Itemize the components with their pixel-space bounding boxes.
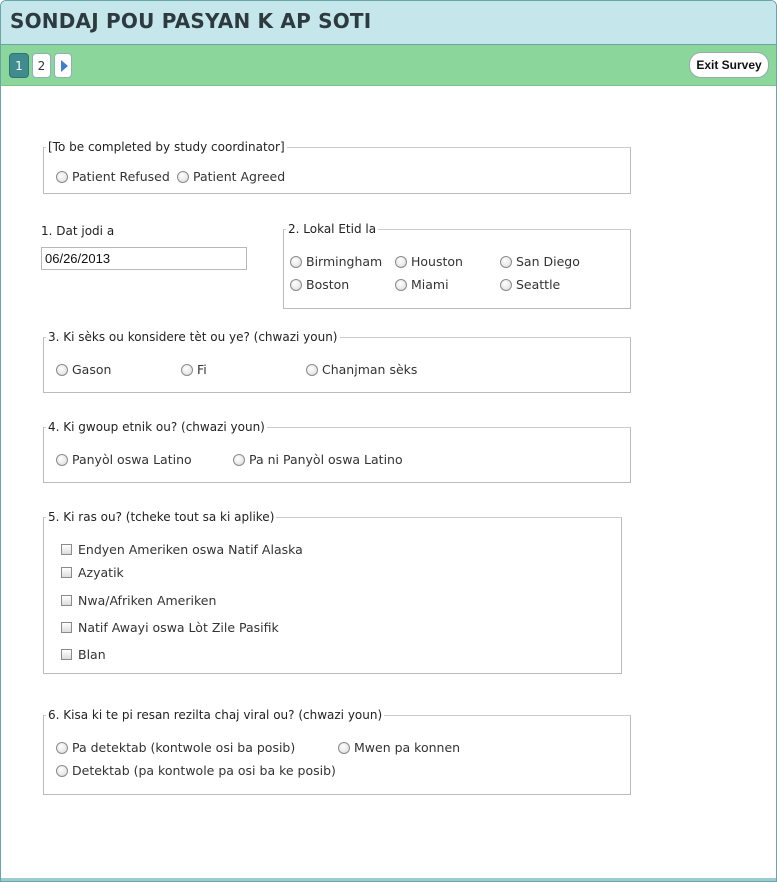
radio-button[interactable] (56, 742, 68, 754)
question-5-fieldset (43, 510, 622, 674)
question-4-legend: 4. Ki gwoup etnik ou? (chwazi youn) (48, 420, 265, 434)
option-pa-ni-panyol[interactable] (233, 452, 403, 467)
option-patient-refused[interactable] (56, 169, 170, 184)
radio-button[interactable] (395, 256, 407, 268)
question-1-label: 1. Dat jodi a (41, 224, 115, 238)
radio-button[interactable] (395, 279, 407, 291)
option-label[interactable]: Patient Agreed (193, 169, 286, 184)
option-label[interactable]: Chanjman sèks (322, 362, 418, 377)
option-birmingham[interactable] (290, 254, 382, 269)
checkbox[interactable] (61, 622, 72, 633)
page-navigation-bar (1, 45, 776, 86)
coordinator-legend: [To be completed by study coordinator] (48, 140, 285, 154)
option-nwa-afriken-ameriken[interactable] (61, 593, 216, 608)
page-2-button[interactable]: 2 (32, 53, 51, 78)
option-label[interactable]: Pa detektab (kontwole osi ba posib) (72, 740, 296, 755)
option-azyatik[interactable] (61, 565, 124, 580)
option-chanjman-seks[interactable] (306, 362, 417, 377)
option-boston[interactable] (290, 277, 349, 292)
option-detektab[interactable] (56, 763, 336, 778)
option-gason[interactable] (56, 362, 111, 377)
radio-button[interactable] (338, 742, 350, 754)
exit-survey-button[interactable]: Exit Survey (689, 52, 769, 78)
question-3-legend: 3. Ki sèks ou konsidere tèt ou ye? (chwazi youn) (48, 330, 338, 344)
option-san-diego[interactable] (500, 254, 580, 269)
option-fi[interactable] (181, 362, 207, 377)
survey-content (1, 87, 776, 881)
radio-button[interactable] (306, 364, 318, 376)
radio-button[interactable] (500, 256, 512, 268)
option-mwen-pa-konnen[interactable] (338, 740, 460, 755)
page-title: SONDAJ POU PASYAN K AP SOTI (10, 9, 372, 33)
option-patient-agreed[interactable] (177, 169, 285, 184)
option-label[interactable]: Gason (72, 362, 112, 377)
option-miami[interactable] (395, 277, 449, 292)
option-pa-detektab[interactable] (56, 740, 295, 755)
radio-button[interactable] (56, 454, 68, 466)
triangle-right-icon (61, 60, 68, 72)
option-label[interactable]: Birmingham (306, 254, 383, 269)
option-houston[interactable] (395, 254, 463, 269)
option-label[interactable]: Endyen Ameriken oswa Natif Alaska (78, 542, 303, 557)
radio-button[interactable] (290, 256, 302, 268)
checkbox[interactable] (61, 595, 72, 606)
radio-button[interactable] (56, 765, 68, 777)
option-label[interactable]: Panyòl oswa Latino (72, 452, 192, 467)
coordinator-fieldset (43, 140, 631, 194)
option-label[interactable]: Azyatik (78, 565, 124, 580)
page-1-button[interactable]: 1 (9, 53, 29, 78)
option-endyen-ameriken[interactable] (61, 542, 303, 557)
bottom-divider (1, 878, 776, 881)
option-seattle[interactable] (500, 277, 560, 292)
radio-button[interactable] (181, 364, 193, 376)
radio-button[interactable] (56, 364, 68, 376)
radio-button[interactable] (500, 279, 512, 291)
radio-button[interactable] (290, 279, 302, 291)
option-label[interactable]: Fi (197, 362, 207, 377)
option-label[interactable]: Natif Awayi oswa Lòt Zile Pasifik (78, 620, 279, 635)
question-2-legend: 2. Lokal Etid la (288, 222, 377, 236)
checkbox[interactable] (61, 544, 72, 555)
option-label[interactable]: Blan (78, 647, 106, 662)
next-page-button[interactable] (54, 53, 72, 78)
question-6-legend: 6. Kisa ki te pi resan rezilta chaj viral ou? (chwazi youn) (48, 708, 383, 722)
date-input[interactable] (41, 247, 247, 270)
option-label[interactable]: Seattle (516, 277, 561, 292)
option-label[interactable]: Mwen pa konnen (354, 740, 461, 755)
option-natif-awayi[interactable] (61, 620, 279, 635)
radio-button[interactable] (56, 171, 68, 183)
option-panyol-oswa-latino[interactable] (56, 452, 192, 467)
checkbox[interactable] (61, 649, 72, 660)
option-label[interactable]: Miami (411, 277, 449, 292)
radio-button[interactable] (177, 171, 189, 183)
option-label[interactable]: Detektab (pa kontwole pa osi ba ke posib) (72, 763, 336, 778)
question-5-legend: 5. Ki ras ou? (tcheke tout sa ki aplike) (48, 510, 275, 524)
title-bar (1, 1, 776, 45)
option-label[interactable]: San Diego (516, 254, 580, 269)
option-blan[interactable] (61, 647, 106, 662)
checkbox[interactable] (61, 567, 72, 578)
option-label[interactable]: Nwa/Afriken Ameriken (78, 593, 217, 608)
option-label[interactable]: Houston (411, 254, 463, 269)
radio-button[interactable] (233, 454, 245, 466)
option-label[interactable]: Boston (306, 277, 350, 292)
option-label[interactable]: Patient Refused (72, 169, 170, 184)
option-label[interactable]: Pa ni Panyòl oswa Latino (249, 452, 403, 467)
